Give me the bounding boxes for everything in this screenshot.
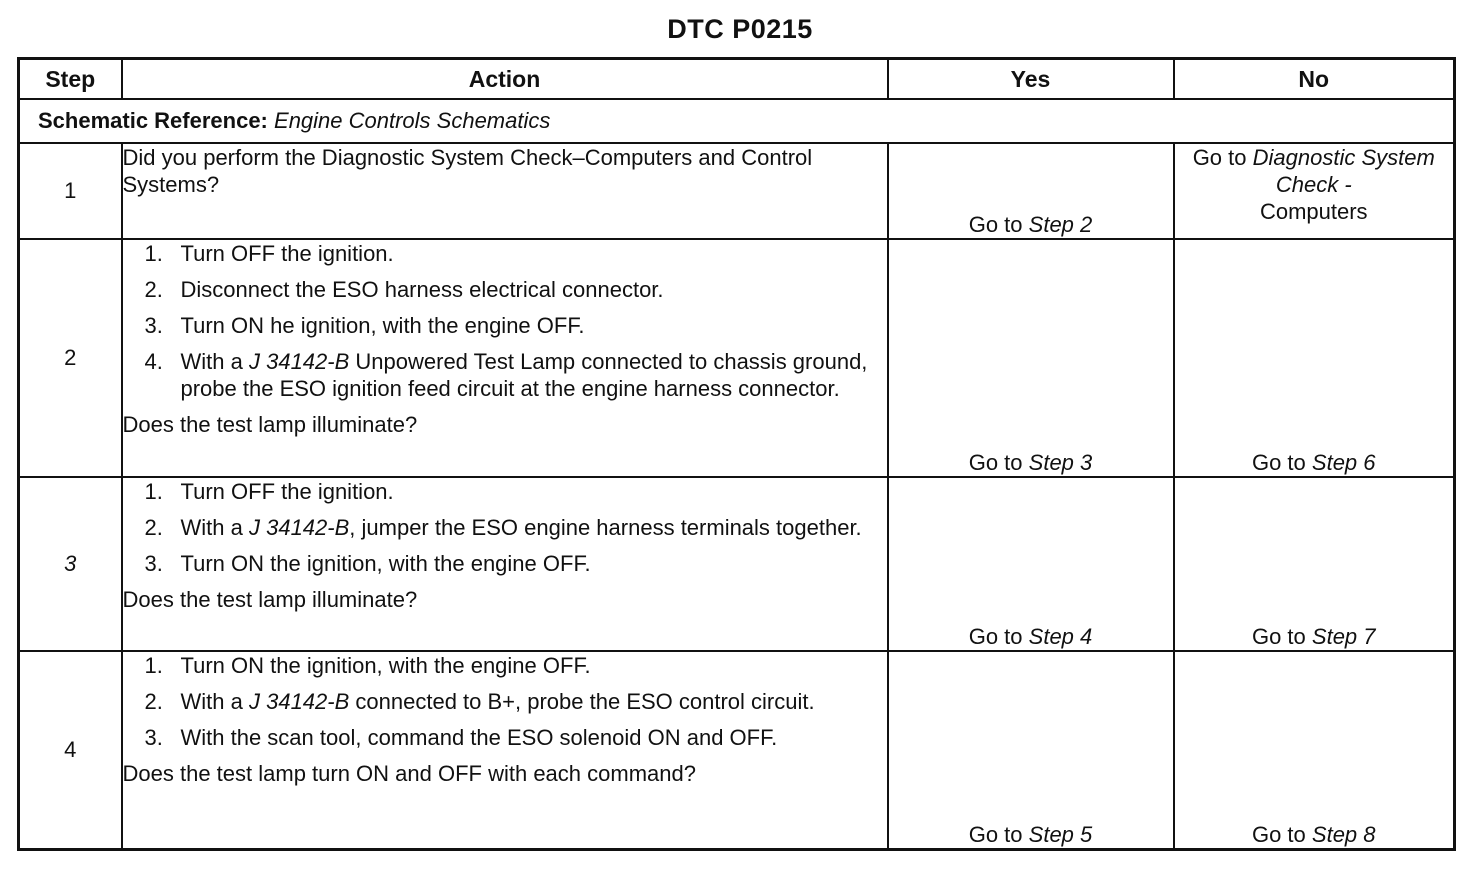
list-item bbox=[123, 688, 887, 715]
no-cell bbox=[1174, 239, 1455, 477]
no-prefix: Go to bbox=[1251, 624, 1306, 649]
table-row bbox=[19, 651, 1455, 850]
yes-prefix: Go to bbox=[968, 822, 1023, 847]
yes-prefix: Go to bbox=[968, 450, 1023, 475]
item-number: 3. bbox=[144, 725, 163, 750]
item-text: With the scan tool, command the ESO solenoid ON and OFF. bbox=[180, 725, 778, 750]
no-target: Step 7 bbox=[1311, 624, 1376, 649]
action-steps-list bbox=[123, 478, 887, 577]
item-text: With a bbox=[180, 515, 243, 540]
item-number: 2. bbox=[144, 515, 163, 540]
action-question: Did you perform the Diagnostic System Check–Computers and Control Systems? bbox=[122, 145, 813, 197]
item-text: Turn ON the ignition, with the engine OFF. bbox=[180, 551, 591, 576]
no-target: Step 6 bbox=[1311, 450, 1376, 475]
no-target: Diagnostic System Check - bbox=[1252, 145, 1435, 197]
action-cell bbox=[122, 143, 888, 239]
action-cell bbox=[122, 477, 888, 651]
action-cell bbox=[122, 239, 888, 477]
step-number: 2 bbox=[19, 239, 122, 477]
no-suffix: Computers bbox=[1259, 199, 1368, 224]
no-prefix: Go to bbox=[1192, 145, 1247, 170]
item-text: , jumper the ESO engine harness terminals together. bbox=[349, 515, 862, 540]
schematic-reference-row bbox=[19, 99, 1455, 143]
item-text: Turn ON he ignition, with the engine OFF. bbox=[180, 313, 585, 338]
item-number: 2. bbox=[144, 689, 163, 714]
no-target: Step 8 bbox=[1311, 822, 1376, 847]
schematic-reference-link: Engine Controls Schematics bbox=[274, 108, 551, 133]
action-question: Does the test lamp illuminate? bbox=[122, 412, 418, 437]
yes-target: Step 5 bbox=[1028, 822, 1093, 847]
no-prefix: Go to bbox=[1251, 822, 1306, 847]
action-question: Does the test lamp illuminate? bbox=[122, 587, 418, 612]
action-steps-list bbox=[123, 240, 887, 402]
step-number: 3 bbox=[19, 477, 122, 651]
page-title: DTC P0215 bbox=[667, 14, 813, 44]
list-item bbox=[123, 724, 887, 751]
yes-prefix: Go to bbox=[968, 624, 1023, 649]
yes-target: Step 3 bbox=[1028, 450, 1093, 475]
item-text: Turn OFF the ignition. bbox=[180, 479, 394, 504]
no-cell bbox=[1174, 477, 1455, 651]
item-number: 3. bbox=[144, 313, 163, 338]
item-number: 1. bbox=[144, 479, 163, 504]
tool-reference: J 34142-B bbox=[248, 349, 350, 374]
action-question: Does the test lamp turn ON and OFF with each command? bbox=[122, 761, 696, 786]
list-item bbox=[123, 276, 887, 303]
diagnostic-table bbox=[17, 57, 1456, 851]
list-item bbox=[123, 312, 887, 339]
item-number: 2. bbox=[144, 277, 163, 302]
action-cell bbox=[122, 651, 888, 850]
list-item bbox=[123, 348, 887, 402]
no-cell bbox=[1174, 143, 1455, 239]
header-step: Step bbox=[19, 59, 122, 100]
header-yes: Yes bbox=[888, 59, 1174, 100]
schematic-reference-label: Schematic Reference: bbox=[38, 108, 268, 133]
item-text: With a bbox=[180, 689, 243, 714]
item-number: 1. bbox=[144, 653, 163, 678]
item-number: 1. bbox=[144, 241, 163, 266]
item-number: 4. bbox=[144, 349, 163, 374]
yes-prefix: Go to bbox=[968, 212, 1023, 237]
no-prefix: Go to bbox=[1251, 450, 1306, 475]
action-steps-list bbox=[123, 652, 887, 751]
list-item bbox=[123, 652, 887, 679]
list-item bbox=[123, 478, 887, 505]
table-row bbox=[19, 477, 1455, 651]
no-cell bbox=[1174, 651, 1455, 850]
yes-cell bbox=[888, 651, 1174, 850]
item-text: Unpowered Test Lamp connected to chassis ground, probe the ESO ignition feed circuit at the engine harness connector. bbox=[180, 349, 868, 401]
schematic-reference bbox=[19, 99, 1455, 143]
step-number: 1 bbox=[19, 143, 122, 239]
header-row bbox=[19, 59, 1455, 100]
tool-reference: J 34142-B bbox=[248, 689, 350, 714]
table-row bbox=[19, 143, 1455, 239]
yes-cell bbox=[888, 143, 1174, 239]
item-text: Turn OFF the ignition. bbox=[180, 241, 394, 266]
yes-cell bbox=[888, 239, 1174, 477]
list-item bbox=[123, 240, 887, 267]
yes-target: Step 2 bbox=[1028, 212, 1093, 237]
item-text: With a bbox=[180, 349, 243, 374]
table-row bbox=[19, 239, 1455, 477]
list-item bbox=[123, 514, 887, 541]
item-text: connected to B+, probe the ESO control circuit. bbox=[355, 689, 815, 714]
list-item bbox=[123, 550, 887, 577]
yes-cell bbox=[888, 477, 1174, 651]
item-text: Disconnect the ESO harness electrical connector. bbox=[180, 277, 664, 302]
tool-reference: J 34142-B bbox=[248, 515, 350, 540]
item-number: 3. bbox=[144, 551, 163, 576]
yes-target: Step 4 bbox=[1028, 624, 1093, 649]
item-text: Turn ON the ignition, with the engine OFF. bbox=[180, 653, 591, 678]
step-number: 4 bbox=[19, 651, 122, 850]
header-no: No bbox=[1174, 59, 1455, 100]
header-action: Action bbox=[122, 59, 888, 100]
